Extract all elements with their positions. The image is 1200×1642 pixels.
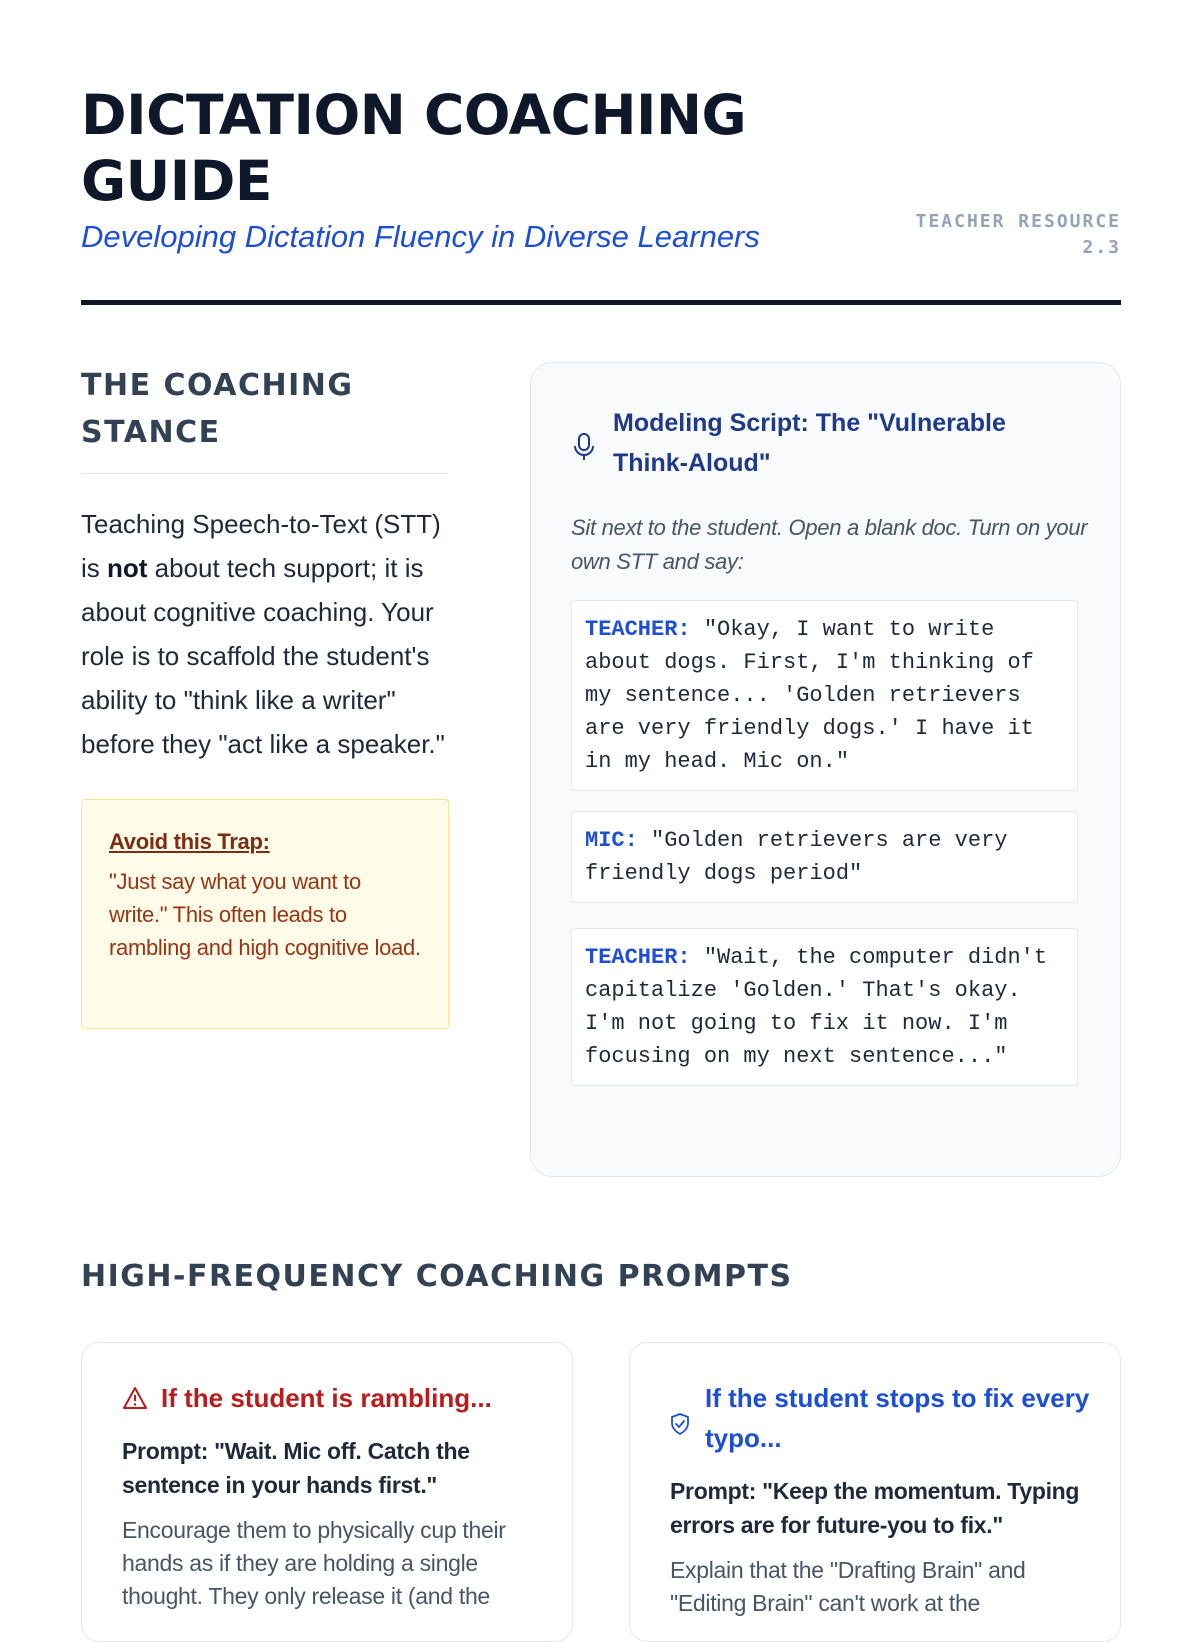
resource-tag — [916, 209, 1121, 261]
script-line — [571, 600, 1078, 791]
script-line — [571, 928, 1078, 1086]
stance-heading: THE COACHING STANCE — [81, 362, 449, 474]
resource-label: TEACHER RESOURCE — [915, 211, 1121, 232]
prompt-description: Explain that the "Drafting Brain" and "Editing Brain" can't work at the — [670, 1557, 1026, 1616]
warning-triangle-icon — [122, 1386, 148, 1410]
line-text: "Golden retrievers are very friendly dogs period" — [585, 828, 1008, 886]
page-title: DICTATION COACHING GUIDE — [81, 83, 747, 213]
script-line — [571, 811, 1078, 903]
stance-paragraph — [81, 502, 449, 766]
prompt-card-typo — [629, 1342, 1121, 1642]
prompt-card-rambling — [81, 1342, 573, 1642]
coaching-stance-section — [81, 362, 449, 1029]
stance-text-emphasis: not — [107, 553, 148, 583]
guide-page — [81, 0, 1121, 1616]
prompt-card-title: If the student is rambling... — [161, 1383, 492, 1413]
script-intro: Sit next to the student. Open a blank doc. Turn on your own STT and say: — [571, 515, 1088, 574]
prompt-text: Prompt: "Keep the momentum. Typing errors are for future-you to fix." — [670, 1478, 1080, 1538]
prompt-text: Prompt: "Wait. Mic off. Catch the sentence in your hands first." — [122, 1438, 470, 1498]
resource-number: 2.3 — [1082, 237, 1121, 258]
speaker-label: TEACHER: — [585, 617, 691, 642]
modeling-script-card — [530, 362, 1121, 1177]
trap-callout — [81, 799, 449, 1029]
shield-check-icon — [670, 1413, 690, 1435]
stance-text-end: about tech support; it is about cognitive coaching. Your role is to scaffold the student's ability to "think like a writer" before they "act like a speaker." — [81, 553, 445, 759]
page-subtitle: Developing Dictation Fluency in Diverse Learners — [81, 219, 760, 254]
trap-text: "Just say what you want to write." This often leads to rambling and high cognitive load. — [109, 869, 421, 960]
script-title: Modeling Script: The "Vulnerable Think-Aloud" — [613, 409, 1006, 477]
trap-title: Avoid this Trap: — [109, 829, 270, 854]
line-text: "Wait, the computer didn't capitalize 'Golden.' That's okay. I'm not going to fix it now. I'm focusing on my next sentence..." — [585, 945, 1048, 1069]
prompt-description: Encourage them to physically cup their hands as if they are holding a single thought. They only release it (and the — [122, 1517, 506, 1609]
microphone-icon — [573, 432, 595, 462]
stance-text-start: Teaching Speech-to-Text (STT) is — [81, 509, 441, 583]
header — [81, 82, 1121, 305]
line-text: "Okay, I want to write about dogs. First, I'm thinking of my sentence... 'Golden retrievers are very friendly dogs.' I have it in my head. Mic on." — [585, 617, 1034, 774]
prompts-heading: HIGH-FREQUENCY COACHING PROMPTS — [81, 1259, 793, 1294]
speaker-label: MIC: — [585, 828, 638, 853]
speaker-label: TEACHER: — [585, 945, 691, 970]
prompt-card-title: If the student stops to fix every typo... — [705, 1383, 1090, 1453]
